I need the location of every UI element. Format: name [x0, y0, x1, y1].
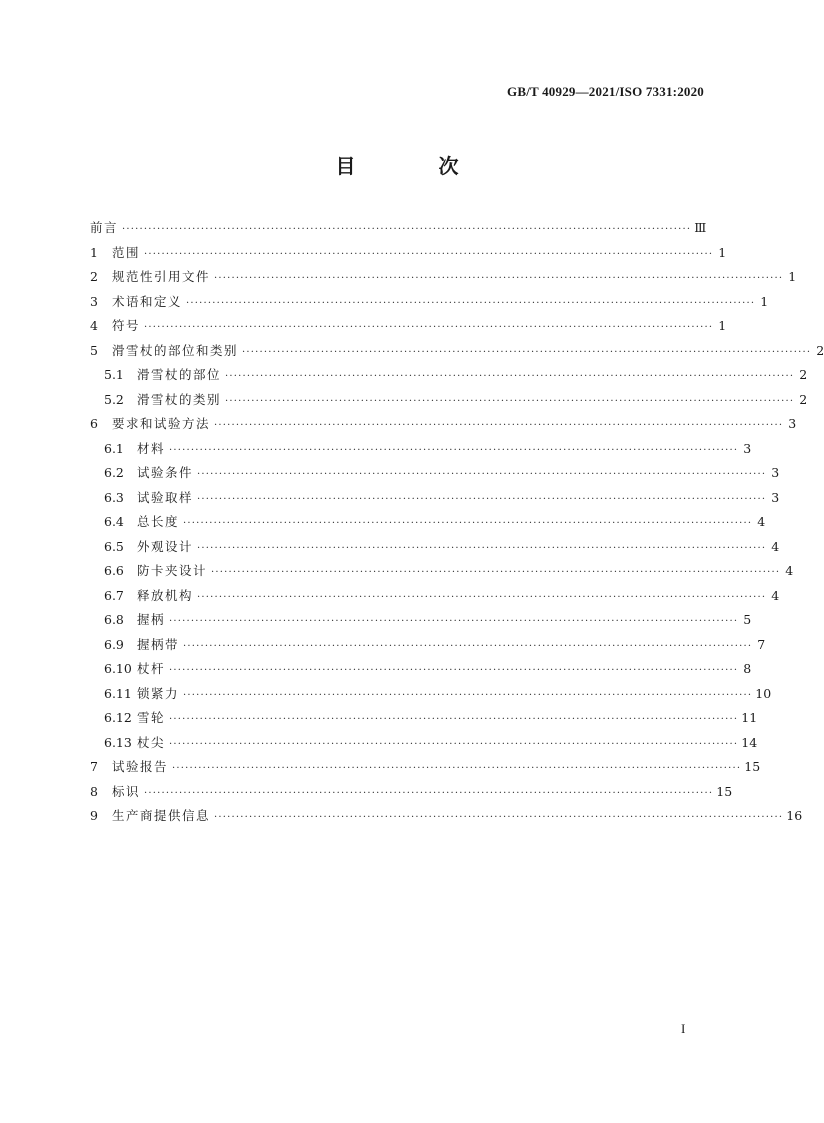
dot-leader: ·································································································································· [225, 395, 795, 407]
toc-entry-number: 6.7 [104, 587, 124, 603]
toc-entry[interactable] [90, 559, 794, 584]
dot-leader: ·································································································································· [186, 297, 756, 309]
toc-entry-page: 8 [743, 661, 752, 676]
toc-entry-label: 试验报告 [112, 759, 169, 774]
toc-entry[interactable] [90, 510, 766, 535]
toc-entry[interactable] [90, 339, 824, 364]
dot-leader: ·································································································································· [172, 763, 742, 774]
toc-entry-page: 1 [788, 269, 797, 284]
dot-leader: ·································································································································· [169, 738, 739, 750]
toc-entry-page: 14 [741, 734, 758, 750]
toc-entry-number: 5.1 [104, 367, 124, 382]
dot-leader: ·································································································································· [197, 542, 767, 554]
toc-entry-label: 前言 [90, 220, 119, 235]
toc-entry[interactable] [90, 290, 769, 315]
toc-entry[interactable] [90, 780, 733, 805]
toc-entry-number: 3 [90, 293, 98, 309]
toc-entry-number: 6.11 [104, 685, 132, 701]
toc-entry-label: 材料 [137, 440, 166, 456]
toc-entry-number: 6.2 [104, 465, 124, 480]
toc-entry-label: 范围 [112, 244, 141, 260]
toc-entry-page: 15 [744, 759, 761, 774]
dot-leader: ·································································································································· [169, 665, 739, 676]
dot-leader: ·································································································································· [214, 273, 784, 284]
dot-leader: ·································································································································· [144, 787, 714, 799]
toc-entry-page: 3 [771, 465, 780, 480]
dot-leader: ·································································································································· [214, 812, 784, 823]
toc-entry-number: 6 [90, 416, 98, 431]
toc-entry[interactable] [90, 755, 761, 780]
toc-entry-page: 1 [718, 244, 727, 260]
toc-entry[interactable] [90, 682, 772, 707]
toc-entry[interactable] [90, 535, 780, 560]
toc-entry-number: 7 [90, 759, 98, 774]
toc-entry-number: 9 [90, 808, 98, 823]
toc-entry-number: 6.6 [104, 563, 124, 578]
toc-entry-label: 握柄 [137, 612, 166, 627]
dot-leader: ·································································································································· [122, 224, 692, 235]
toc-entry-page: 3 [743, 440, 752, 456]
toc-entry[interactable] [90, 633, 766, 658]
dot-leader: ·································································································································· [169, 616, 739, 627]
toc-entry-number: 6.8 [104, 612, 124, 627]
toc-entry[interactable] [90, 608, 752, 633]
toc-entry[interactable] [90, 486, 780, 511]
toc-entry-number: 4 [90, 318, 98, 333]
toc-entry-number: 8 [90, 783, 98, 799]
dot-leader: ·································································································································· [242, 346, 812, 358]
toc-entry-page: 3 [771, 489, 780, 505]
toc-entry-label: 标识 [112, 783, 141, 799]
toc-entry[interactable] [90, 437, 752, 462]
toc-entry-page: 5 [743, 612, 752, 627]
toc-entry-number: 5 [90, 342, 98, 358]
toc-entry-label: 总长度 [137, 514, 180, 529]
toc-entry-label: 要求和试验方法 [112, 416, 211, 431]
toc-entry-number: 6.13 [104, 734, 132, 750]
toc-entry-number: 6.9 [104, 636, 124, 652]
toc-entry-label: 防卡夹设计 [137, 563, 208, 578]
toc-entry-number: 6.3 [104, 489, 124, 505]
toc-entry-number: 6.10 [104, 661, 132, 676]
toc-entry[interactable] [90, 388, 808, 413]
toc-entry-label: 符号 [112, 318, 141, 333]
dot-leader: ·································································································································· [197, 591, 767, 603]
toc-entry-number: 6.5 [104, 538, 124, 554]
toc-entry-label: 试验取样 [137, 489, 194, 505]
toc-entry[interactable] [90, 706, 758, 731]
toc-entry-label: 雪轮 [137, 710, 166, 725]
toc-entry-page: 2 [799, 367, 808, 382]
toc-entry-page: 15 [716, 783, 733, 799]
toc-entry-number: 6.4 [104, 514, 124, 529]
dot-leader: ·································································································································· [183, 518, 753, 529]
toc-entry-page: 10 [755, 685, 772, 701]
toc-entry-page: 11 [741, 710, 758, 725]
toc-entry-number: 5.2 [104, 391, 124, 407]
toc-entry[interactable] [90, 216, 707, 241]
toc-entry[interactable] [90, 657, 752, 682]
toc-entry[interactable] [90, 314, 727, 339]
dot-leader: ·································································································································· [197, 493, 767, 505]
dot-leader: ·································································································································· [214, 420, 784, 431]
toc-entry-page: 4 [757, 514, 766, 529]
toc-entry[interactable] [90, 363, 808, 388]
dot-leader: ·································································································································· [183, 640, 753, 652]
toc-entry[interactable] [90, 241, 727, 266]
toc-entry-label: 握柄带 [137, 636, 180, 652]
toc-entry-label: 规范性引用文件 [112, 269, 211, 284]
dot-leader: ·································································································································· [169, 714, 739, 725]
toc-entry-page: 3 [788, 416, 797, 431]
toc-entry-page: 1 [718, 318, 727, 333]
toc-entry[interactable] [90, 804, 803, 829]
standard-code: GB/T 40929—2021/ISO 7331:2020 [507, 84, 704, 99]
toc-entry-label: 外观设计 [137, 538, 194, 554]
toc-entry-label: 滑雪杖的部位和类别 [112, 342, 239, 358]
dot-leader: ·································································································································· [144, 322, 714, 333]
toc-entry-label: 释放机构 [137, 587, 194, 603]
toc-entry-number: 1 [90, 244, 98, 260]
page-number: I [681, 1021, 686, 1036]
dot-leader: ·································································································································· [197, 469, 767, 480]
toc-entry-page: 4 [771, 587, 780, 603]
toc-entry-page: 4 [785, 563, 794, 578]
toc-entry-label: 锁紧力 [137, 685, 180, 701]
dot-leader: ·································································································································· [211, 567, 781, 578]
toc-entry-label: 滑雪杖的部位 [137, 367, 222, 382]
toc-entry-label: 生产商提供信息 [112, 808, 211, 823]
toc-entry[interactable] [90, 265, 797, 290]
table-of-contents [90, 216, 824, 829]
toc-entry-number: 6.12 [104, 710, 132, 725]
toc-entry-label: 杖尖 [137, 734, 166, 750]
toc-entry-page: 2 [816, 342, 824, 358]
toc-entry-page: 16 [786, 808, 803, 823]
toc-entry-number: 2 [90, 269, 98, 284]
toc-entry[interactable] [90, 461, 780, 486]
dot-leader: ·································································································································· [144, 248, 714, 260]
toc-entry[interactable] [90, 731, 758, 756]
toc-entry[interactable] [90, 412, 797, 437]
dot-leader: ·································································································································· [169, 444, 739, 456]
page-title: 目 次 [335, 154, 497, 178]
toc-entry[interactable] [90, 584, 780, 609]
toc-entry-label: 术语和定义 [112, 293, 183, 309]
toc-entry-page: 2 [799, 391, 808, 407]
toc-entry-number: 6.1 [104, 440, 124, 456]
dot-leader: ·································································································································· [225, 371, 795, 382]
toc-entry-label: 试验条件 [137, 465, 194, 480]
toc-entry-page: 7 [757, 636, 766, 652]
toc-entry-page: Ⅲ [694, 220, 707, 235]
toc-entry-page: 4 [771, 538, 780, 554]
toc-entry-label: 滑雪杖的类别 [137, 391, 222, 407]
dot-leader: ·································································································································· [183, 689, 753, 701]
toc-entry-label: 杖杆 [137, 661, 166, 676]
toc-entry-page: 1 [760, 293, 769, 309]
